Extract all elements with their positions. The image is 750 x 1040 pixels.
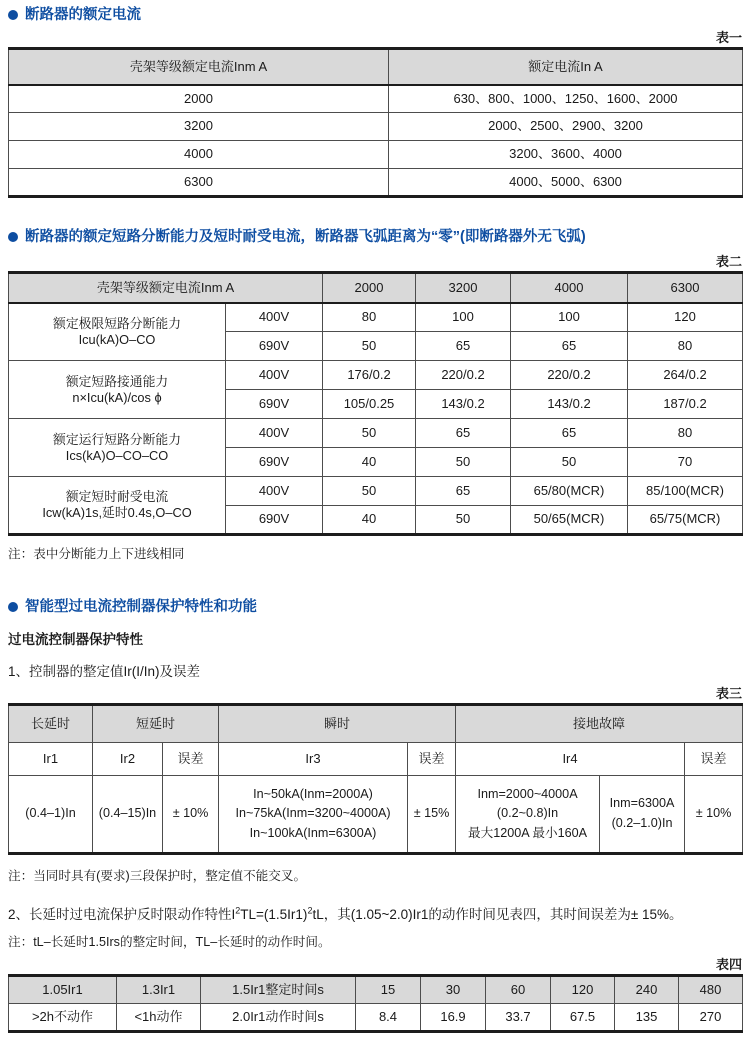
table-cell: 80 — [628, 419, 743, 448]
table-row — [9, 85, 743, 113]
bullet-icon — [8, 232, 18, 242]
table-cell: 220/0.2 — [511, 361, 628, 390]
section-title-text: 断路器的额定电流 — [25, 7, 141, 23]
column-header: 壳架等级额定电流Inm A — [9, 273, 323, 303]
column-header: 30 — [421, 976, 486, 1004]
table-cell: 40 — [323, 448, 416, 477]
table-row — [9, 303, 743, 332]
cell-line: In~50kA(Inm=2000A) — [253, 786, 373, 801]
table-note: 注：tL–长延时1.5Irs的整定时间，TL–长延时的动作时间。 — [8, 935, 331, 949]
row-group-label — [9, 361, 226, 419]
table-cell: 270 — [679, 1004, 743, 1032]
table-row — [9, 419, 743, 448]
row-group-label — [9, 477, 226, 535]
table-cell: 80 — [628, 332, 743, 361]
column-header: 6300 — [628, 273, 743, 303]
table-note: 注：表中分断能力上下进线相同 — [8, 547, 185, 561]
table-cell: 220/0.2 — [416, 361, 511, 390]
voltage-cell: 400V — [226, 361, 323, 390]
table-cell: ± 15% — [408, 776, 456, 854]
table-cell: 264/0.2 — [628, 361, 743, 390]
row-group-label-line1: 额定短时耐受电流 — [65, 489, 169, 505]
section-title-breaking-capacity — [8, 228, 742, 246]
table-note: 注：当同时具有(要求)三段保护时，整定值不能交叉。 — [8, 869, 307, 883]
column-header: Ir2 — [93, 743, 163, 776]
bullet-icon — [8, 10, 18, 20]
table-cell: 4000、5000、6300 — [389, 169, 743, 197]
table-cell: 40 — [323, 506, 416, 535]
table-header-row — [9, 49, 743, 85]
row-group-label — [9, 303, 226, 361]
table-trip-times — [8, 974, 743, 1033]
table-cell: 2000 — [9, 85, 389, 113]
table-cell: 50 — [511, 448, 628, 477]
column-header: 误差 — [408, 743, 456, 776]
table-cell: 33.7 — [486, 1004, 551, 1032]
table-cell: >2h不动作 — [9, 1004, 117, 1032]
table-cell — [600, 776, 685, 854]
cell-line: Inm=6300A — [609, 796, 675, 811]
table-cell: 8.4 — [356, 1004, 421, 1032]
table-cell — [456, 776, 600, 854]
column-header: 480 — [679, 976, 743, 1004]
table-cell: 50 — [323, 477, 416, 506]
column-header: 4000 — [511, 273, 628, 303]
table-header-row — [9, 976, 743, 1004]
bullet-icon — [8, 602, 18, 612]
table-caption-1: 表一 — [715, 30, 742, 45]
table-cell: 3200、3600、4000 — [389, 141, 743, 169]
voltage-cell: 690V — [226, 390, 323, 419]
table-cell: 65 — [511, 419, 628, 448]
table-cell: 6300 — [9, 169, 389, 197]
column-header: 1.05Ir1 — [9, 976, 117, 1004]
column-header: 2000 — [323, 273, 416, 303]
formula-text: 2、长延时过电流保护反时限动作特性I — [8, 907, 236, 922]
column-header: 额定电流In A — [389, 49, 743, 85]
table-cell: 65 — [511, 332, 628, 361]
voltage-cell: 690V — [226, 506, 323, 535]
table-cell: 85/100(MCR) — [628, 477, 743, 506]
row-group-label-line2: Ics(kA)O–CO–CO — [65, 447, 169, 463]
table-row — [9, 361, 743, 390]
table-row — [9, 477, 743, 506]
table-cell: 65 — [416, 332, 511, 361]
row-group-label-line2: Icu(kA)O–CO — [78, 331, 156, 347]
row-group-label-line1: 额定极限短路分断能力 — [53, 315, 181, 331]
table-cell: 120 — [628, 303, 743, 332]
table-row — [9, 169, 743, 197]
list-item-2-formula — [8, 906, 742, 923]
table-cell: 65 — [416, 477, 511, 506]
formula-superscript: 2 — [235, 905, 241, 916]
voltage-cell: 400V — [226, 419, 323, 448]
cell-line: Inm=2000~4000A — [477, 786, 578, 801]
formula-text: tL，其(1.05~2.0)Ir1的动作时间见表四，其时间误差为± 15%。 — [312, 907, 683, 922]
column-header: 60 — [486, 976, 551, 1004]
column-header: 3200 — [416, 273, 511, 303]
table-row — [9, 141, 743, 169]
voltage-cell: 400V — [226, 477, 323, 506]
column-header: Ir3 — [219, 743, 408, 776]
table-cell: 16.9 — [421, 1004, 486, 1032]
table-row — [9, 776, 743, 854]
table-cell: <1h动作 — [117, 1004, 201, 1032]
table-row — [9, 113, 743, 141]
table-cell: 135 — [615, 1004, 679, 1032]
row-group-label-line2: Icw(kA)1s,延时0.4s,O–CO — [42, 505, 192, 520]
cell-line: 最大1200A 最小160A — [468, 825, 588, 840]
column-header: 瞬时 — [219, 705, 456, 743]
row-group-label-line2: n×Icu(kA)/cos ϕ — [72, 389, 162, 405]
table-setting-values — [8, 703, 743, 855]
section-title-text: 断路器的额定短路分断能力及短时耐受电流，断路器飞弧距离为“零”(即断路器外无飞弧) — [25, 229, 586, 245]
table-cell: (0.4–15)In — [93, 776, 163, 854]
table-cell: 176/0.2 — [323, 361, 416, 390]
column-header: 长延时 — [9, 705, 93, 743]
cell-line: (0.2~0.8)In — [496, 806, 559, 821]
table-cell: 187/0.2 — [628, 390, 743, 419]
table-cell: (0.4–1)In — [9, 776, 93, 854]
table-cell: 100 — [416, 303, 511, 332]
column-header: 240 — [615, 976, 679, 1004]
section-title-rated-current — [8, 6, 742, 24]
column-header: 接地故障 — [456, 705, 743, 743]
row-group-label-line1: 额定短路接通能力 — [65, 373, 169, 389]
voltage-cell: 690V — [226, 448, 323, 477]
column-header: 壳架等级额定电流Inm A — [9, 49, 389, 85]
row-group-label-line1: 额定运行短路分断能力 — [53, 431, 181, 447]
table-subheader-row — [9, 743, 743, 776]
table-caption-2: 表二 — [715, 254, 742, 269]
formula-text: TL=(1.5Ir1) — [240, 907, 308, 922]
table-cell — [219, 776, 408, 854]
cell-line: (0.2–1.0)In — [611, 816, 673, 830]
section-title-controller — [8, 598, 742, 616]
cell-line: In~100kA(Inm=6300A) — [249, 825, 377, 840]
subsection-heading: 过电流控制器保护特性 — [8, 632, 143, 647]
table-cell: 67.5 — [551, 1004, 615, 1032]
column-header: Ir1 — [9, 743, 93, 776]
table-cell: 65/80(MCR) — [511, 477, 628, 506]
column-header: 15 — [356, 976, 421, 1004]
table-cell: 50/65(MCR) — [511, 506, 628, 535]
table-cell: 50 — [323, 419, 416, 448]
table-cell: 50 — [416, 506, 511, 535]
table-cell: 2.0Ir1动作时间s — [201, 1004, 356, 1032]
table-cell: 3200 — [9, 113, 389, 141]
table-rated-current — [8, 47, 743, 198]
column-header: 1.3Ir1 — [117, 976, 201, 1004]
table-header-row — [9, 705, 743, 743]
table-row — [9, 1004, 743, 1032]
column-header: 误差 — [163, 743, 219, 776]
table-cell: 65/75(MCR) — [628, 506, 743, 535]
table-cell: 70 — [628, 448, 743, 477]
row-group-label — [9, 419, 226, 477]
table-cell: 4000 — [9, 141, 389, 169]
formula-superscript: 2 — [307, 905, 313, 916]
table-cell: 143/0.2 — [416, 390, 511, 419]
table-caption-4: 表四 — [715, 957, 742, 972]
table-header-row — [9, 273, 743, 303]
table-cell: 65 — [416, 419, 511, 448]
column-header: 误差 — [685, 743, 743, 776]
table-caption-3: 表三 — [715, 686, 742, 701]
table-cell: 143/0.2 — [511, 390, 628, 419]
column-header: 短延时 — [93, 705, 219, 743]
table-cell: 80 — [323, 303, 416, 332]
table-cell: 630、800、1000、1250、1600、2000 — [389, 85, 743, 113]
voltage-cell: 690V — [226, 332, 323, 361]
voltage-cell: 400V — [226, 303, 323, 332]
column-header: 120 — [551, 976, 615, 1004]
table-cell: 2000、2500、2900、3200 — [389, 113, 743, 141]
table-cell: 50 — [323, 332, 416, 361]
cell-line: In~75kA(Inm=3200~4000A) — [235, 806, 391, 821]
list-item-1: 1、控制器的整定值Ir(I/In)及误差 — [8, 664, 201, 679]
column-header: 1.5Ir1整定时间s — [201, 976, 356, 1004]
table-breaking-capacity — [8, 271, 743, 536]
table-cell: ± 10% — [163, 776, 219, 854]
table-cell: ± 10% — [685, 776, 743, 854]
table-cell: 50 — [416, 448, 511, 477]
section-title-text: 智能型过电流控制器保护特性和功能 — [25, 599, 257, 615]
column-header: Ir4 — [456, 743, 685, 776]
table-cell: 105/0.25 — [323, 390, 416, 419]
table-cell: 100 — [511, 303, 628, 332]
